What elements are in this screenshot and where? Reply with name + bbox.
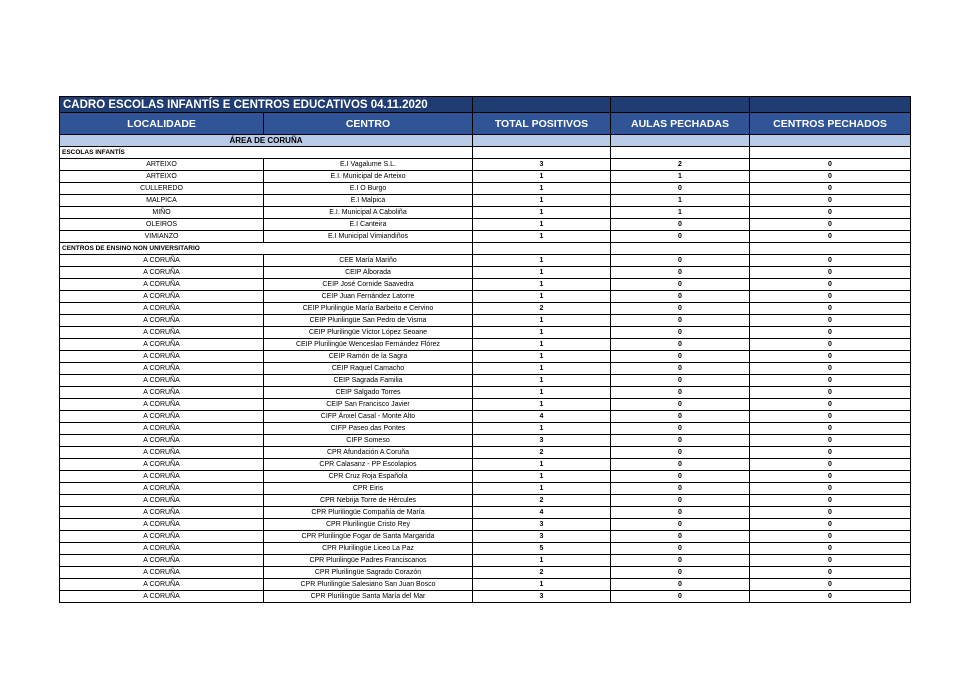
total-positivos-cell: 1	[473, 183, 611, 195]
centro-cell: CEIP Plurilingüe María Barbeito e Cervino	[264, 303, 473, 315]
table-row	[60, 579, 911, 591]
centros-pechados-cell: 0	[750, 435, 911, 447]
localidade-cell: A CORUÑA	[60, 591, 264, 603]
localidade-cell: MIÑO	[60, 207, 264, 219]
aulas-pechadas-cell: 0	[611, 327, 750, 339]
table-row	[60, 303, 911, 315]
total-positivos-cell: 1	[473, 327, 611, 339]
centros-pechados-cell: 0	[750, 495, 911, 507]
total-positivos-cell: 1	[473, 399, 611, 411]
area-blank-cell	[750, 135, 911, 147]
localidade-cell: A CORUÑA	[60, 519, 264, 531]
total-positivos-cell: 1	[473, 219, 611, 231]
aulas-pechadas-cell: 0	[611, 267, 750, 279]
header-row	[60, 113, 911, 135]
centros-pechados-cell: 0	[750, 411, 911, 423]
centro-cell: CIFP Paseo das Pontes	[264, 423, 473, 435]
total-positivos-cell: 1	[473, 339, 611, 351]
total-positivos-cell: 1	[473, 351, 611, 363]
total-positivos-cell: 3	[473, 519, 611, 531]
aulas-pechadas-cell: 0	[611, 363, 750, 375]
centros-pechados-cell: 0	[750, 159, 911, 171]
total-positivos-cell: 1	[473, 267, 611, 279]
table-row	[60, 483, 911, 495]
section-blank-cell	[473, 147, 611, 159]
centros-pechados-cell: 0	[750, 267, 911, 279]
page-title: CADRO ESCOLAS INFANTÍS E CENTROS EDUCATIVOS 04.11.2020	[60, 97, 473, 113]
total-positivos-cell: 2	[473, 567, 611, 579]
localidade-cell: VIMIANZO	[60, 231, 264, 243]
area-row	[60, 135, 911, 147]
centros-pechados-cell: 0	[750, 339, 911, 351]
area-blank-cell	[473, 135, 611, 147]
total-positivos-cell: 1	[473, 555, 611, 567]
total-positivos-cell: 2	[473, 447, 611, 459]
centros-pechados-cell: 0	[750, 579, 911, 591]
localidade-cell: A CORUÑA	[60, 315, 264, 327]
total-positivos-cell: 2	[473, 303, 611, 315]
total-positivos-cell: 3	[473, 159, 611, 171]
section-row	[60, 243, 911, 255]
centro-cell: CPR Plurilingüe Sagrado Corazón	[264, 567, 473, 579]
table-row	[60, 507, 911, 519]
centro-cell: E.I Malpica	[264, 195, 473, 207]
total-positivos-cell: 1	[473, 423, 611, 435]
covid-schools-sheet	[59, 96, 910, 603]
aulas-pechadas-cell: 0	[611, 579, 750, 591]
total-positivos-cell: 1	[473, 195, 611, 207]
table-row	[60, 279, 911, 291]
table-row	[60, 219, 911, 231]
title-row	[60, 97, 911, 113]
centro-cell: CPR Plurilingüe Salesiano San Juan Bosco	[264, 579, 473, 591]
localidade-cell: A CORUÑA	[60, 435, 264, 447]
localidade-cell: A CORUÑA	[60, 339, 264, 351]
centro-cell: CEIP San Francisco Javier	[264, 399, 473, 411]
localidade-cell: A CORUÑA	[60, 267, 264, 279]
localidade-cell: A CORUÑA	[60, 291, 264, 303]
total-positivos-cell: 3	[473, 531, 611, 543]
aulas-pechadas-cell: 0	[611, 231, 750, 243]
localidade-cell: A CORUÑA	[60, 447, 264, 459]
table-row	[60, 387, 911, 399]
centro-cell: E.I. Municipal A Caboliña	[264, 207, 473, 219]
localidade-cell: A CORUÑA	[60, 363, 264, 375]
centro-cell: CEIP Alborada	[264, 267, 473, 279]
centro-cell: CPR Eiris	[264, 483, 473, 495]
aulas-pechadas-cell: 1	[611, 171, 750, 183]
centros-pechados-cell: 0	[750, 171, 911, 183]
centros-pechados-cell: 0	[750, 399, 911, 411]
column-header-aulas-pechadas: AULAS PECHADAS	[611, 113, 750, 135]
localidade-cell: A CORUÑA	[60, 507, 264, 519]
localidade-cell: A CORUÑA	[60, 555, 264, 567]
centros-pechados-cell: 0	[750, 219, 911, 231]
table-row	[60, 363, 911, 375]
table-row	[60, 351, 911, 363]
table-row	[60, 423, 911, 435]
localidade-cell: CULLEREDO	[60, 183, 264, 195]
aulas-pechadas-cell: 0	[611, 183, 750, 195]
centros-pechados-cell: 0	[750, 423, 911, 435]
aulas-pechadas-cell: 0	[611, 315, 750, 327]
aulas-pechadas-cell: 0	[611, 339, 750, 351]
table-row	[60, 159, 911, 171]
aulas-pechadas-cell: 0	[611, 435, 750, 447]
total-positivos-cell: 1	[473, 207, 611, 219]
centros-pechados-cell: 0	[750, 279, 911, 291]
centros-pechados-cell: 0	[750, 387, 911, 399]
centro-cell: E.I Vagalume S.L.	[264, 159, 473, 171]
centro-cell: CPR Afundación A Coruña	[264, 447, 473, 459]
total-positivos-cell: 1	[473, 363, 611, 375]
table-row	[60, 567, 911, 579]
table-row	[60, 339, 911, 351]
centro-cell: E.I O Burgo	[264, 183, 473, 195]
centro-cell: CEE María Mariño	[264, 255, 473, 267]
localidade-cell: ARTEIXO	[60, 171, 264, 183]
centro-cell: CEIP Raquel Camacho	[264, 363, 473, 375]
column-header-total-positivos: TOTAL POSITIVOS	[473, 113, 611, 135]
centros-pechados-cell: 0	[750, 447, 911, 459]
total-positivos-cell: 3	[473, 591, 611, 603]
aulas-pechadas-cell: 0	[611, 399, 750, 411]
aulas-pechadas-cell: 0	[611, 531, 750, 543]
centro-cell: CPR Plurilingüe Santa María del Mar	[264, 591, 473, 603]
table-row	[60, 519, 911, 531]
table-row	[60, 195, 911, 207]
total-positivos-cell: 1	[473, 387, 611, 399]
centros-pechados-cell: 0	[750, 315, 911, 327]
centros-pechados-cell: 0	[750, 459, 911, 471]
section-blank-cell	[611, 147, 750, 159]
centro-cell: CEIP José Cornide Saavedra	[264, 279, 473, 291]
title-blank-cell	[750, 97, 911, 113]
area-label: ÁREA DE CORUÑA	[60, 135, 473, 147]
localidade-cell: A CORUÑA	[60, 387, 264, 399]
centros-pechados-cell: 0	[750, 303, 911, 315]
total-positivos-cell: 2	[473, 495, 611, 507]
title-blank-cell	[611, 97, 750, 113]
aulas-pechadas-cell: 0	[611, 375, 750, 387]
localidade-cell: A CORUÑA	[60, 579, 264, 591]
table-row	[60, 531, 911, 543]
centro-cell: CPR Cruz Roja Española	[264, 471, 473, 483]
table-row	[60, 231, 911, 243]
centro-cell: CEIP Plurilingüe Wenceslao Fernández Flórez	[264, 339, 473, 351]
table-row	[60, 471, 911, 483]
column-header-localidade: LOCALIDADE	[60, 113, 264, 135]
centros-pechados-cell: 0	[750, 207, 911, 219]
localidade-cell: A CORUÑA	[60, 327, 264, 339]
centro-cell: CEIP Sagrada Familia	[264, 375, 473, 387]
column-header-centro: CENTRO	[264, 113, 473, 135]
centro-cell: CEIP Ramón de la Sagra	[264, 351, 473, 363]
table-row	[60, 267, 911, 279]
localidade-cell: A CORUÑA	[60, 411, 264, 423]
localidade-cell: A CORUÑA	[60, 567, 264, 579]
centros-pechados-cell: 0	[750, 351, 911, 363]
localidade-cell: ARTEIXO	[60, 159, 264, 171]
centros-pechados-cell: 0	[750, 255, 911, 267]
localidade-cell: A CORUÑA	[60, 255, 264, 267]
total-positivos-cell: 4	[473, 507, 611, 519]
total-positivos-cell: 1	[473, 483, 611, 495]
aulas-pechadas-cell: 0	[611, 303, 750, 315]
centros-pechados-cell: 0	[750, 363, 911, 375]
centro-cell: CEIP Plurilingüe San Pedro de Visma	[264, 315, 473, 327]
total-positivos-cell: 1	[473, 459, 611, 471]
centros-pechados-cell: 0	[750, 531, 911, 543]
title-blank-cell	[473, 97, 611, 113]
localidade-cell: A CORUÑA	[60, 279, 264, 291]
centro-cell: CPR Plurilingüe Fogar de Santa Margarida	[264, 531, 473, 543]
centros-pechados-cell: 0	[750, 375, 911, 387]
section-label: ESCOLAS INFANTÍS	[60, 147, 473, 159]
centros-pechados-cell: 0	[750, 591, 911, 603]
centros-pechados-cell: 0	[750, 471, 911, 483]
table-row	[60, 555, 911, 567]
centro-cell: CPR Nebrija Torre de Hércules	[264, 495, 473, 507]
localidade-cell: A CORUÑA	[60, 399, 264, 411]
aulas-pechadas-cell: 0	[611, 591, 750, 603]
column-header-centros-pechados: CENTROS PECHADOS	[750, 113, 911, 135]
table-row	[60, 255, 911, 267]
centros-pechados-cell: 0	[750, 291, 911, 303]
centro-cell: CPR Plurilingüe Padres Franciscanos	[264, 555, 473, 567]
centros-pechados-cell: 0	[750, 567, 911, 579]
table-row	[60, 435, 911, 447]
table-row	[60, 411, 911, 423]
table-row	[60, 591, 911, 603]
table-row	[60, 459, 911, 471]
section-label: CENTROS DE ENSINO NON UNIVERSITARIO	[60, 243, 473, 255]
total-positivos-cell: 1	[473, 579, 611, 591]
aulas-pechadas-cell: 0	[611, 567, 750, 579]
table-row	[60, 375, 911, 387]
localidade-cell: A CORUÑA	[60, 351, 264, 363]
aulas-pechadas-cell: 0	[611, 291, 750, 303]
total-positivos-cell: 1	[473, 291, 611, 303]
total-positivos-cell: 1	[473, 255, 611, 267]
total-positivos-cell: 1	[473, 279, 611, 291]
centro-cell: CEIP Plurilingüe Víctor López Seoane	[264, 327, 473, 339]
total-positivos-cell: 1	[473, 231, 611, 243]
localidade-cell: A CORUÑA	[60, 483, 264, 495]
section-blank-cell	[750, 147, 911, 159]
total-positivos-cell: 1	[473, 375, 611, 387]
aulas-pechadas-cell: 0	[611, 351, 750, 363]
centros-pechados-cell: 0	[750, 483, 911, 495]
localidade-cell: A CORUÑA	[60, 471, 264, 483]
localidade-cell: MALPICA	[60, 195, 264, 207]
centros-pechados-cell: 0	[750, 327, 911, 339]
centros-pechados-cell: 0	[750, 183, 911, 195]
localidade-cell: A CORUÑA	[60, 543, 264, 555]
total-positivos-cell: 1	[473, 471, 611, 483]
localidade-cell: A CORUÑA	[60, 303, 264, 315]
aulas-pechadas-cell: 0	[611, 255, 750, 267]
schools-table	[59, 96, 911, 603]
centros-pechados-cell: 0	[750, 195, 911, 207]
localidade-cell: A CORUÑA	[60, 531, 264, 543]
centros-pechados-cell: 0	[750, 555, 911, 567]
table-row	[60, 315, 911, 327]
area-blank-cell	[611, 135, 750, 147]
localidade-cell: A CORUÑA	[60, 459, 264, 471]
aulas-pechadas-cell: 0	[611, 411, 750, 423]
centro-cell: CIFP Ánxel Casal - Monte Alto	[264, 411, 473, 423]
aulas-pechadas-cell: 0	[611, 219, 750, 231]
aulas-pechadas-cell: 0	[611, 459, 750, 471]
aulas-pechadas-cell: 0	[611, 555, 750, 567]
localidade-cell: A CORUÑA	[60, 495, 264, 507]
aulas-pechadas-cell: 0	[611, 387, 750, 399]
table-row	[60, 399, 911, 411]
table-row	[60, 543, 911, 555]
aulas-pechadas-cell: 1	[611, 195, 750, 207]
aulas-pechadas-cell: 2	[611, 159, 750, 171]
centro-cell: CIFP Someso	[264, 435, 473, 447]
aulas-pechadas-cell: 0	[611, 423, 750, 435]
section-blank-cell	[611, 243, 750, 255]
table-row	[60, 207, 911, 219]
table-row	[60, 447, 911, 459]
centro-cell: CEIP Salgado Torres	[264, 387, 473, 399]
aulas-pechadas-cell: 0	[611, 543, 750, 555]
centros-pechados-cell: 0	[750, 543, 911, 555]
centro-cell: CPR Calasanz - PP Escolapios	[264, 459, 473, 471]
centro-cell: CEIP Juan Fernández Latorre	[264, 291, 473, 303]
centros-pechados-cell: 0	[750, 231, 911, 243]
centro-cell: E.I Canteira	[264, 219, 473, 231]
total-positivos-cell: 5	[473, 543, 611, 555]
aulas-pechadas-cell: 0	[611, 471, 750, 483]
aulas-pechadas-cell: 0	[611, 483, 750, 495]
aulas-pechadas-cell: 0	[611, 279, 750, 291]
localidade-cell: A CORUÑA	[60, 375, 264, 387]
centro-cell: CPR Plurilingüe Compañía de María	[264, 507, 473, 519]
total-positivos-cell: 4	[473, 411, 611, 423]
table-row	[60, 291, 911, 303]
aulas-pechadas-cell: 0	[611, 507, 750, 519]
aulas-pechadas-cell: 0	[611, 447, 750, 459]
table-row	[60, 327, 911, 339]
section-row	[60, 147, 911, 159]
table-row	[60, 171, 911, 183]
section-blank-cell	[473, 243, 611, 255]
aulas-pechadas-cell: 0	[611, 495, 750, 507]
centros-pechados-cell: 0	[750, 519, 911, 531]
centro-cell: E.I Municipal Vimiandiños	[264, 231, 473, 243]
localidade-cell: OLEIROS	[60, 219, 264, 231]
total-positivos-cell: 1	[473, 171, 611, 183]
aulas-pechadas-cell: 1	[611, 207, 750, 219]
total-positivos-cell: 3	[473, 435, 611, 447]
centro-cell: CPR Plurilingüe Liceo La Paz	[264, 543, 473, 555]
table-row	[60, 183, 911, 195]
section-blank-cell	[750, 243, 911, 255]
table-row	[60, 495, 911, 507]
centro-cell: E.I. Municipal de Arteixo	[264, 171, 473, 183]
centro-cell: CPR Plurilingüe Cristo Rey	[264, 519, 473, 531]
localidade-cell: A CORUÑA	[60, 423, 264, 435]
total-positivos-cell: 1	[473, 315, 611, 327]
centros-pechados-cell: 0	[750, 507, 911, 519]
aulas-pechadas-cell: 0	[611, 519, 750, 531]
